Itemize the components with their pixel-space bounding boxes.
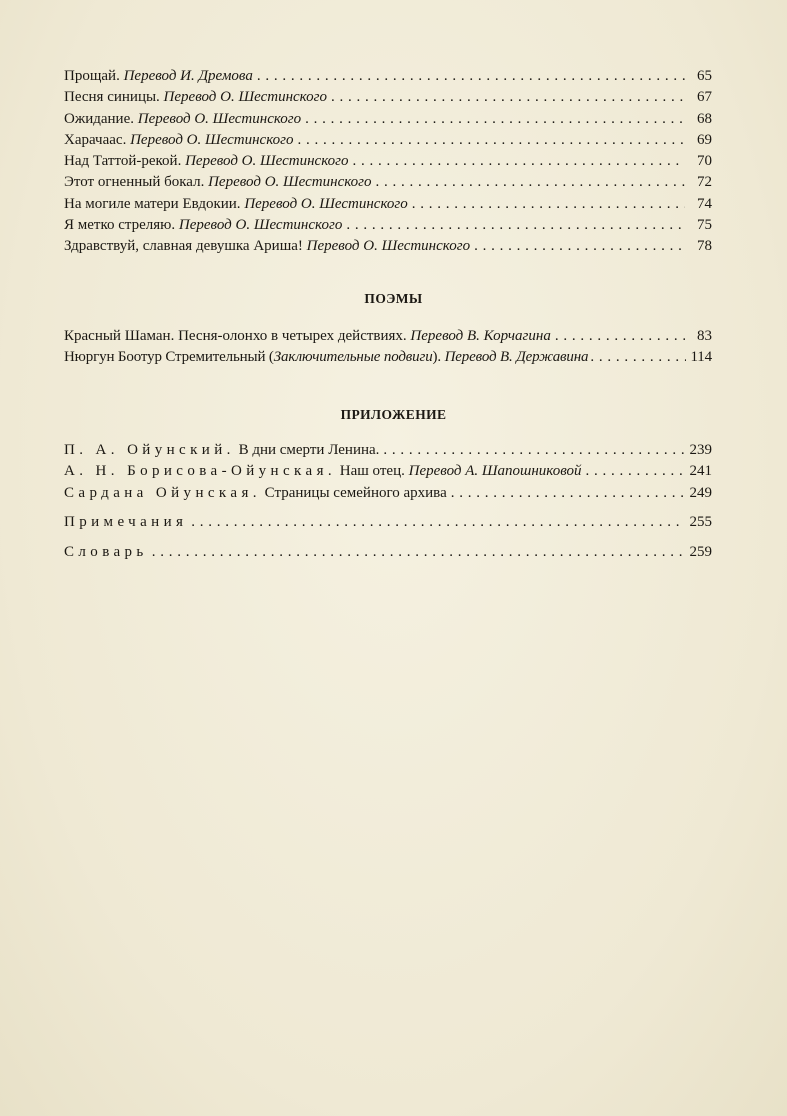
dot-leader xyxy=(590,347,686,368)
toc-entry-page: 74 xyxy=(697,195,712,212)
dot-leader xyxy=(586,461,685,482)
section-heading-appendix: ПРИЛОЖЕНИЕ xyxy=(340,407,447,422)
toc-entry-subtitle: Заключительные подвиги xyxy=(273,349,433,366)
toc-entry xyxy=(64,512,712,533)
toc-entry-page: 75 xyxy=(697,217,712,234)
toc-entry xyxy=(64,109,712,130)
toc-entry-page: 114 xyxy=(690,349,712,366)
toc-entry-page: 241 xyxy=(689,463,712,480)
toc-appendix-list xyxy=(64,440,712,504)
toc-entry xyxy=(64,87,712,108)
toc-entry-title: Ожидание. xyxy=(64,110,134,127)
toc-entry-page: 249 xyxy=(689,484,712,501)
toc-entry-page: 78 xyxy=(697,238,712,255)
dot-leader xyxy=(191,512,685,533)
toc-entry-title: Я метко стреляю. xyxy=(64,217,176,234)
toc-entry xyxy=(64,151,712,172)
toc-entry-translator: Перевод О. Шестинского xyxy=(306,238,471,255)
toc-entry-author: А. Н. Борисова-Ойунская. xyxy=(64,463,337,480)
toc-entry-title: Красный Шаман. Песня-олонхо в четырех действиях. xyxy=(64,328,407,344)
toc-entry-translator: Перевод В. Державина xyxy=(444,349,589,366)
toc-entry-translator: Перевод О. Шестинского xyxy=(208,174,372,191)
dot-leader xyxy=(383,440,685,461)
toc-entry-page: 259 xyxy=(689,544,712,560)
toc-entry-title: Прощай. xyxy=(64,68,120,84)
toc-entry-title: На могиле матери Евдокии. xyxy=(64,195,241,212)
toc-notes xyxy=(64,512,712,533)
toc-entry-translator: Перевод О. Шестинского xyxy=(185,153,349,170)
dot-leader xyxy=(331,87,685,108)
dot-leader xyxy=(451,483,685,504)
toc-entry-title-end: ). xyxy=(432,349,441,366)
toc-entry xyxy=(64,440,712,461)
toc-entry-translator: Перевод О. Шестинского xyxy=(178,217,343,234)
toc-entry-title: Над Таттой-рекой. xyxy=(64,153,182,170)
toc-entry xyxy=(64,194,712,215)
toc-entry-translator: Перевод В. Корчагина xyxy=(410,328,551,344)
section-heading-poems: ПОЭМЫ xyxy=(364,291,423,306)
toc-entry xyxy=(64,172,712,193)
toc-entry-title: Песня синицы. xyxy=(64,89,160,106)
toc-entry-title: Страницы семейного архива xyxy=(264,484,447,501)
toc-entry-title: Наш отец. xyxy=(339,463,405,480)
dot-leader xyxy=(555,326,685,347)
toc-entry-translator: Перевод А. Шапошниковой xyxy=(408,463,582,480)
toc-entry xyxy=(64,130,712,151)
toc-entry-title: Примечания xyxy=(64,514,188,530)
toc-entry-page: 72 xyxy=(697,174,712,191)
toc-entry-title: В дни смерти Ленина. xyxy=(238,442,380,458)
toc-entry xyxy=(64,483,712,504)
toc-entry-translator: Перевод И. Дремова xyxy=(123,68,253,84)
toc-entry xyxy=(64,542,712,563)
toc-entry xyxy=(64,347,712,368)
toc-entry-page: 65 xyxy=(697,68,712,84)
toc-entry xyxy=(64,326,712,347)
toc-entry-page: 70 xyxy=(697,153,712,170)
toc-entry-translator: Перевод О. Шестинского xyxy=(137,110,302,127)
toc-poems-list xyxy=(64,326,712,369)
toc-entry-translator: Перевод О. Шестинского xyxy=(163,89,327,106)
dot-leader xyxy=(474,236,685,257)
dot-leader xyxy=(305,109,685,130)
toc-entry xyxy=(64,461,712,482)
dot-leader xyxy=(376,172,685,193)
toc-entry-page: 239 xyxy=(689,442,712,458)
toc-entry xyxy=(64,215,712,236)
toc-entry-page: 67 xyxy=(697,89,712,106)
dot-leader xyxy=(298,130,685,151)
toc-entry-page: 69 xyxy=(697,131,712,148)
toc-entry-translator: Перевод О. Шестинского xyxy=(130,131,294,148)
dot-leader xyxy=(257,66,685,87)
toc-entry-page: 83 xyxy=(697,328,712,344)
toc-entry-title: Здравствуй, славная девушка Ариша! xyxy=(64,238,303,255)
toc-lyrics-list xyxy=(64,66,712,258)
toc-entry-page: 68 xyxy=(697,110,712,127)
toc-entry-title: Нюргун Боотур Стремительный ( xyxy=(64,349,274,366)
dot-leader xyxy=(346,215,685,236)
toc-entry-translator: Перевод О. Шестинского xyxy=(244,195,408,212)
dot-leader xyxy=(353,151,685,172)
toc-entry xyxy=(64,66,712,87)
toc-entry-title: Харачаас. xyxy=(64,131,127,148)
toc-entry-title: Этот огненный бокал. xyxy=(64,174,205,191)
dot-leader xyxy=(412,194,685,215)
dot-leader xyxy=(152,542,685,563)
toc-entry-title: Словарь xyxy=(64,544,148,560)
toc-entry-page: 255 xyxy=(689,514,712,530)
toc-entry-author: Сардана Ойунская. xyxy=(64,484,261,501)
toc-entry xyxy=(64,236,712,257)
toc-entry-author: П. А. Ойунский. xyxy=(64,442,235,458)
toc-dictionary xyxy=(64,542,712,563)
